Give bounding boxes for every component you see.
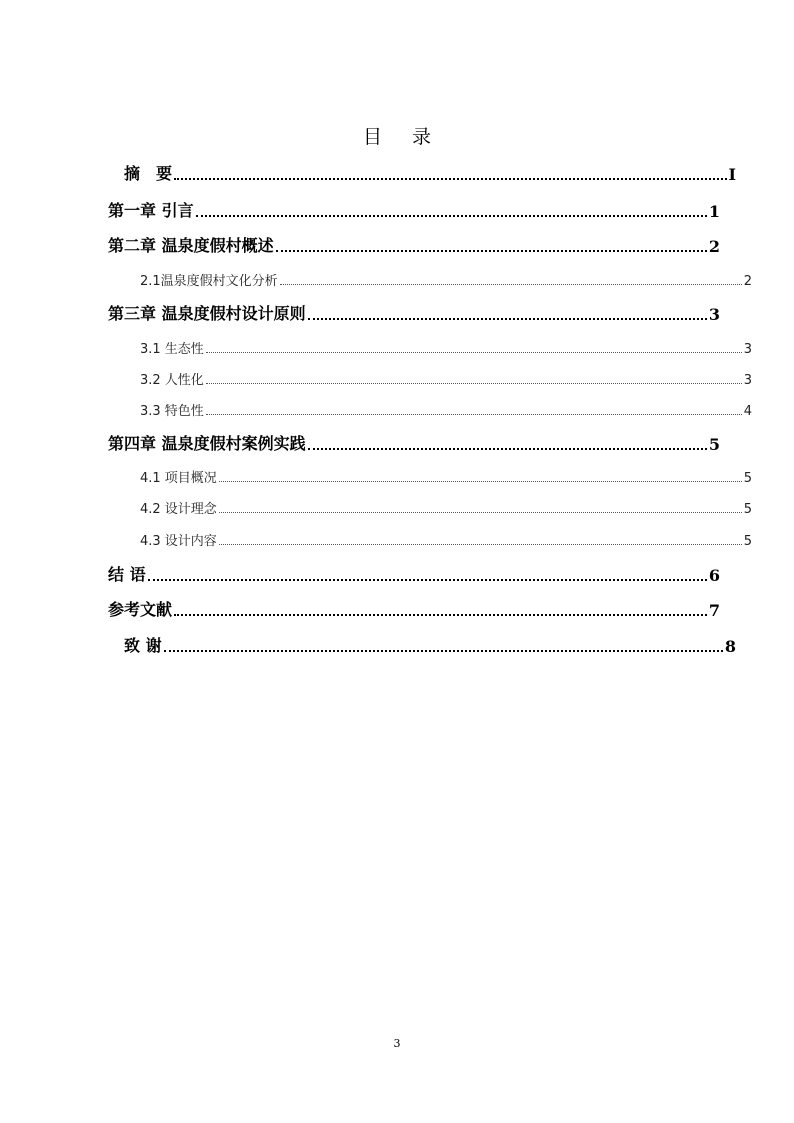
toc-entry-page: 5 (743, 534, 752, 549)
toc-entry-label: 参考文献 (108, 600, 173, 619)
toc-entry-page: 5 (743, 471, 752, 486)
toc-entry-section-4-3[interactable] (108, 531, 752, 549)
toc-entry-label: 4.1 项目概况 (140, 471, 217, 486)
dot-leader (280, 284, 742, 285)
dot-leader (219, 544, 742, 545)
dot-leader (219, 512, 742, 513)
toc-entry-label: 致 谢 (124, 636, 162, 655)
toc-entry-label: 3.3 特色性 (140, 404, 204, 419)
toc-entry-conclusion[interactable] (108, 563, 720, 585)
toc-entry-page: 6 (708, 566, 720, 585)
dot-leader (174, 178, 727, 180)
toc-entry-section-3-1[interactable] (108, 339, 752, 357)
toc-entry-page: 4 (743, 404, 752, 419)
toc-entry-section-2-1[interactable] (108, 271, 752, 289)
toc-entry-chapter-2[interactable] (108, 234, 720, 256)
toc-entry-label: 3.1 生态性 (140, 342, 204, 357)
toc-entry-label: 2.1温泉度假村文化分析 (140, 274, 278, 289)
toc-entry-label: 结 语 (108, 565, 146, 584)
toc-entry-label: 第二章 温泉度假村概述 (108, 236, 274, 255)
toc-entry-page: 8 (724, 637, 736, 656)
toc-entry-label: 第一章 引言 (108, 201, 194, 220)
toc-entry-abstract[interactable] (108, 162, 736, 184)
page-number: 3 (393, 1037, 401, 1050)
toc-title: 目 录 (362, 126, 444, 148)
toc-entry-page: 2 (743, 274, 752, 289)
dot-leader (308, 448, 707, 450)
toc-entry-page: 3 (743, 342, 752, 357)
dot-leader (206, 414, 742, 415)
toc-entry-page: 5 (743, 502, 752, 517)
toc-entry-references[interactable] (108, 598, 720, 620)
dot-leader (196, 215, 707, 217)
toc-entry-section-4-2[interactable] (108, 499, 752, 517)
toc-entry-chapter-4[interactable] (108, 432, 720, 454)
toc-entry-chapter-3[interactable] (108, 302, 720, 324)
dot-leader (219, 481, 742, 482)
toc-entry-page: 3 (708, 305, 720, 324)
toc-entry-page: 5 (708, 435, 720, 454)
toc-entry-page: 3 (743, 373, 752, 388)
toc-entry-page: I (728, 165, 736, 184)
toc-entry-section-3-3[interactable] (108, 401, 752, 419)
toc-entry-section-4-1[interactable] (108, 468, 752, 486)
dot-leader (174, 614, 707, 616)
dot-leader (308, 318, 707, 320)
dot-leader (164, 650, 723, 652)
toc-entry-label: 4.2 设计理念 (140, 502, 217, 517)
toc-entry-chapter-1[interactable] (108, 199, 720, 221)
dot-leader (206, 383, 742, 384)
toc-entry-label: 第四章 温泉度假村案例实践 (108, 434, 306, 453)
dot-leader (276, 250, 707, 252)
dot-leader (206, 352, 742, 353)
toc-entry-acknowledgements[interactable] (108, 634, 736, 656)
toc-entry-section-3-2[interactable] (108, 370, 752, 388)
toc-entry-label: 摘 要 (124, 164, 173, 183)
toc-entry-page: 1 (708, 202, 720, 221)
toc-entry-page: 7 (708, 601, 720, 620)
toc-entry-label: 3.2 人性化 (140, 373, 204, 388)
toc-entry-label: 第三章 温泉度假村设计原则 (108, 304, 306, 323)
dot-leader (148, 579, 707, 581)
toc-entry-page: 2 (708, 237, 720, 256)
toc-entry-label: 4.3 设计内容 (140, 534, 217, 549)
